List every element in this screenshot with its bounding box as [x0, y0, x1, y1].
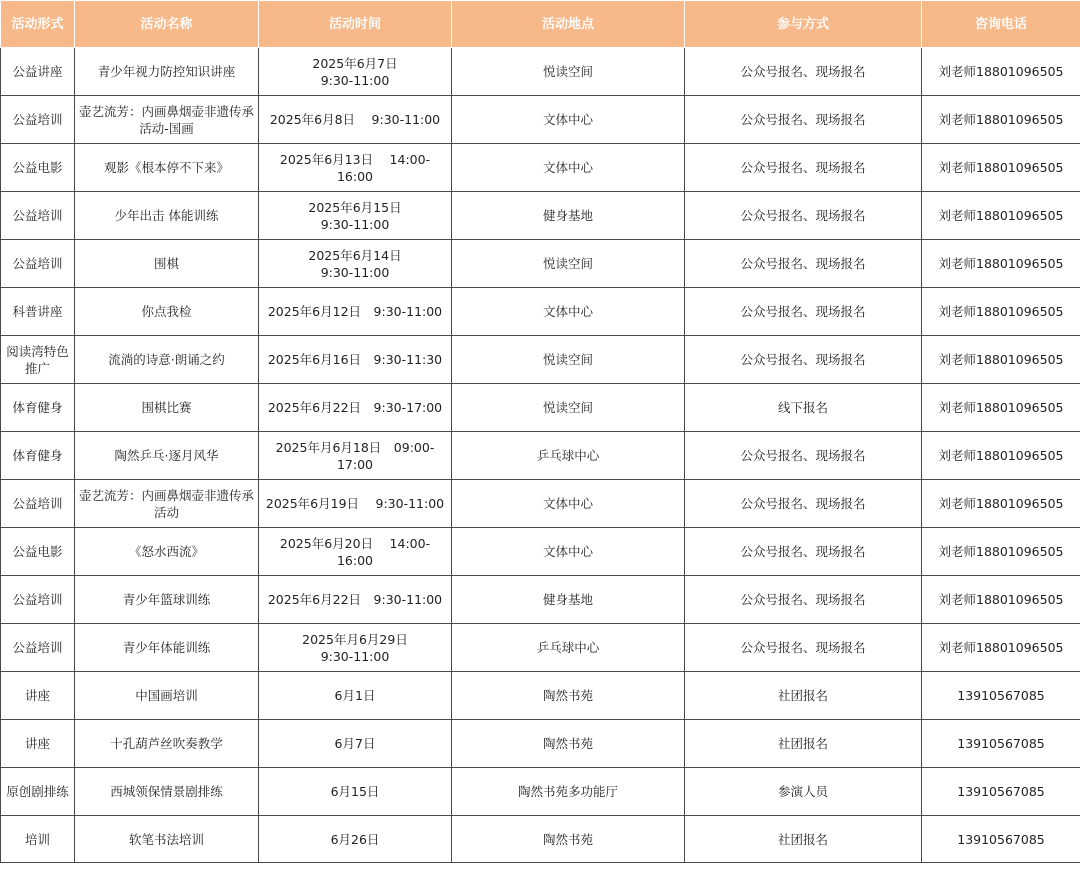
- cell-phone: 刘老师18801096505: [922, 336, 1080, 384]
- cell-activity-type: 公益培训: [1, 96, 75, 144]
- table-row: [1, 480, 1080, 528]
- cell-activity-name: 青少年篮球训练: [75, 576, 259, 624]
- cell-activity-location: 文体中心: [452, 480, 685, 528]
- table-row: [1, 720, 1080, 768]
- cell-phone: 刘老师18801096505: [922, 480, 1080, 528]
- cell-phone: 刘老师18801096505: [922, 384, 1080, 432]
- cell-activity-location: 文体中心: [452, 96, 685, 144]
- cell-activity-type: 原创剧排练: [1, 768, 75, 816]
- header-row: [1, 1, 1080, 48]
- header-activity-name: 活动名称: [75, 1, 259, 48]
- cell-activity-type: 公益培训: [1, 576, 75, 624]
- cell-activity-type: 公益电影: [1, 528, 75, 576]
- cell-activity-type: 体育健身: [1, 384, 75, 432]
- table-row: [1, 528, 1080, 576]
- header-activity-time: 活动时间: [259, 1, 452, 48]
- cell-activity-time: 2025年6月22日 9:30-11:00: [259, 576, 452, 624]
- cell-activity-name: 流淌的诗意·朗诵之约: [75, 336, 259, 384]
- cell-activity-name: 十孔葫芦丝吹奏教学: [75, 720, 259, 768]
- cell-activity-name: 《怒水西流》: [75, 528, 259, 576]
- table-row: [1, 768, 1080, 816]
- cell-activity-name: 围棋: [75, 240, 259, 288]
- cell-activity-location: 文体中心: [452, 144, 685, 192]
- cell-activity-time: 2025年6月8日 9:30-11:00: [259, 96, 452, 144]
- cell-phone: 刘老师18801096505: [922, 192, 1080, 240]
- table-row: [1, 624, 1080, 672]
- cell-phone: 刘老师18801096505: [922, 528, 1080, 576]
- cell-activity-name: 少年出击 体能训练: [75, 192, 259, 240]
- table-row: [1, 384, 1080, 432]
- cell-activity-time: 2025年6月7日 9:30-11:00: [259, 48, 452, 96]
- cell-participation: 参演人员: [685, 768, 922, 816]
- header-participation: 参与方式: [685, 1, 922, 48]
- table-row: [1, 48, 1080, 96]
- cell-activity-type: 公益讲座: [1, 48, 75, 96]
- cell-activity-time: 2025年6月15日 9:30-11:00: [259, 192, 452, 240]
- cell-participation: 公众号报名、现场报名: [685, 48, 922, 96]
- cell-activity-time: 2025年6月19日 9:30-11:00: [259, 480, 452, 528]
- table-row: [1, 144, 1080, 192]
- cell-phone: 刘老师18801096505: [922, 288, 1080, 336]
- table-row: [1, 432, 1080, 480]
- cell-participation: 公众号报名、现场报名: [685, 96, 922, 144]
- cell-activity-location: 乒乓球中心: [452, 432, 685, 480]
- cell-activity-location: 悦读空间: [452, 240, 685, 288]
- cell-activity-name: 西城领保情景剧排练: [75, 768, 259, 816]
- cell-activity-name: 壶艺流芳：内画鼻烟壶非遗传承活动: [75, 480, 259, 528]
- cell-activity-location: 悦读空间: [452, 336, 685, 384]
- cell-participation: 社团报名: [685, 672, 922, 720]
- table-row: [1, 240, 1080, 288]
- cell-activity-name: 观影《根本停不下来》: [75, 144, 259, 192]
- cell-participation: 公众号报名、现场报名: [685, 336, 922, 384]
- table-row: [1, 672, 1080, 720]
- cell-activity-type: 讲座: [1, 672, 75, 720]
- cell-activity-location: 陶然书苑: [452, 720, 685, 768]
- cell-activity-location: 健身基地: [452, 192, 685, 240]
- table-row: [1, 816, 1080, 863]
- cell-activity-type: 讲座: [1, 720, 75, 768]
- cell-phone: 刘老师18801096505: [922, 240, 1080, 288]
- cell-activity-type: 公益培训: [1, 480, 75, 528]
- cell-activity-time: 6月7日: [259, 720, 452, 768]
- cell-activity-location: 健身基地: [452, 576, 685, 624]
- cell-activity-time: 2025年6月20日 14:00-16:00: [259, 528, 452, 576]
- cell-participation: 公众号报名、现场报名: [685, 528, 922, 576]
- cell-phone: 13910567085: [922, 672, 1080, 720]
- cell-activity-time: 2025年6月12日 9:30-11:00: [259, 288, 452, 336]
- cell-activity-time: 2025年6月14日 9:30-11:00: [259, 240, 452, 288]
- cell-activity-name: 围棋比赛: [75, 384, 259, 432]
- cell-activity-type: 体育健身: [1, 432, 75, 480]
- cell-activity-location: 悦读空间: [452, 384, 685, 432]
- cell-phone: 刘老师18801096505: [922, 576, 1080, 624]
- table-row: [1, 576, 1080, 624]
- cell-participation: 公众号报名、现场报名: [685, 288, 922, 336]
- table-row: [1, 336, 1080, 384]
- cell-activity-type: 阅读湾特色推广: [1, 336, 75, 384]
- cell-phone: 刘老师18801096505: [922, 96, 1080, 144]
- cell-participation: 公众号报名、现场报名: [685, 624, 922, 672]
- table-row: [1, 192, 1080, 240]
- cell-phone: 刘老师18801096505: [922, 432, 1080, 480]
- cell-activity-location: 文体中心: [452, 288, 685, 336]
- cell-phone: 13910567085: [922, 720, 1080, 768]
- cell-activity-name: 青少年体能训练: [75, 624, 259, 672]
- cell-activity-type: 公益电影: [1, 144, 75, 192]
- cell-activity-time: 6月26日: [259, 816, 452, 863]
- cell-activity-location: 陶然书苑: [452, 816, 685, 863]
- cell-activity-location: 陶然书苑多功能厅: [452, 768, 685, 816]
- header-activity-type: 活动形式: [1, 1, 75, 48]
- cell-activity-type: 公益培训: [1, 240, 75, 288]
- cell-participation: 公众号报名、现场报名: [685, 432, 922, 480]
- header-phone: 咨询电话: [922, 1, 1080, 48]
- cell-phone: 刘老师18801096505: [922, 48, 1080, 96]
- cell-activity-time: 6月1日: [259, 672, 452, 720]
- cell-activity-time: 6月15日: [259, 768, 452, 816]
- table-row: [1, 288, 1080, 336]
- cell-phone: 刘老师18801096505: [922, 144, 1080, 192]
- cell-activity-name: 陶然乒乓·逐月风华: [75, 432, 259, 480]
- cell-activity-name: 中国画培训: [75, 672, 259, 720]
- table-body: [1, 48, 1080, 863]
- cell-activity-time: 2025年6月22日 9:30-17:00: [259, 384, 452, 432]
- cell-activity-location: 陶然书苑: [452, 672, 685, 720]
- cell-activity-name: 你点我检: [75, 288, 259, 336]
- cell-phone: 刘老师18801096505: [922, 624, 1080, 672]
- cell-activity-time: 2025年6月13日 14:00-16:00: [259, 144, 452, 192]
- cell-activity-type: 科普讲座: [1, 288, 75, 336]
- table-row: [1, 96, 1080, 144]
- cell-participation: 公众号报名、现场报名: [685, 192, 922, 240]
- header-activity-location: 活动地点: [452, 1, 685, 48]
- cell-activity-location: 悦读空间: [452, 48, 685, 96]
- cell-activity-type: 公益培训: [1, 192, 75, 240]
- cell-activity-time: 2025年月6月29日 9:30-11:00: [259, 624, 452, 672]
- cell-participation: 社团报名: [685, 816, 922, 863]
- cell-participation: 社团报名: [685, 720, 922, 768]
- cell-activity-type: 培训: [1, 816, 75, 863]
- cell-activity-time: 2025年6月16日 9:30-11:30: [259, 336, 452, 384]
- cell-participation: 公众号报名、现场报名: [685, 240, 922, 288]
- cell-activity-type: 公益培训: [1, 624, 75, 672]
- cell-phone: 13910567085: [922, 768, 1080, 816]
- cell-participation: 线下报名: [685, 384, 922, 432]
- cell-activity-time: 2025年月6月18日 09:00-17:00: [259, 432, 452, 480]
- cell-activity-name: 软笔书法培训: [75, 816, 259, 863]
- cell-participation: 公众号报名、现场报名: [685, 480, 922, 528]
- cell-participation: 公众号报名、现场报名: [685, 144, 922, 192]
- cell-activity-location: 乒乓球中心: [452, 624, 685, 672]
- cell-phone: 13910567085: [922, 816, 1080, 863]
- cell-participation: 公众号报名、现场报名: [685, 576, 922, 624]
- cell-activity-name: 青少年视力防控知识讲座: [75, 48, 259, 96]
- cell-activity-name: 壶艺流芳：内画鼻烟壶非遗传承活动-国画: [75, 96, 259, 144]
- cell-activity-location: 文体中心: [452, 528, 685, 576]
